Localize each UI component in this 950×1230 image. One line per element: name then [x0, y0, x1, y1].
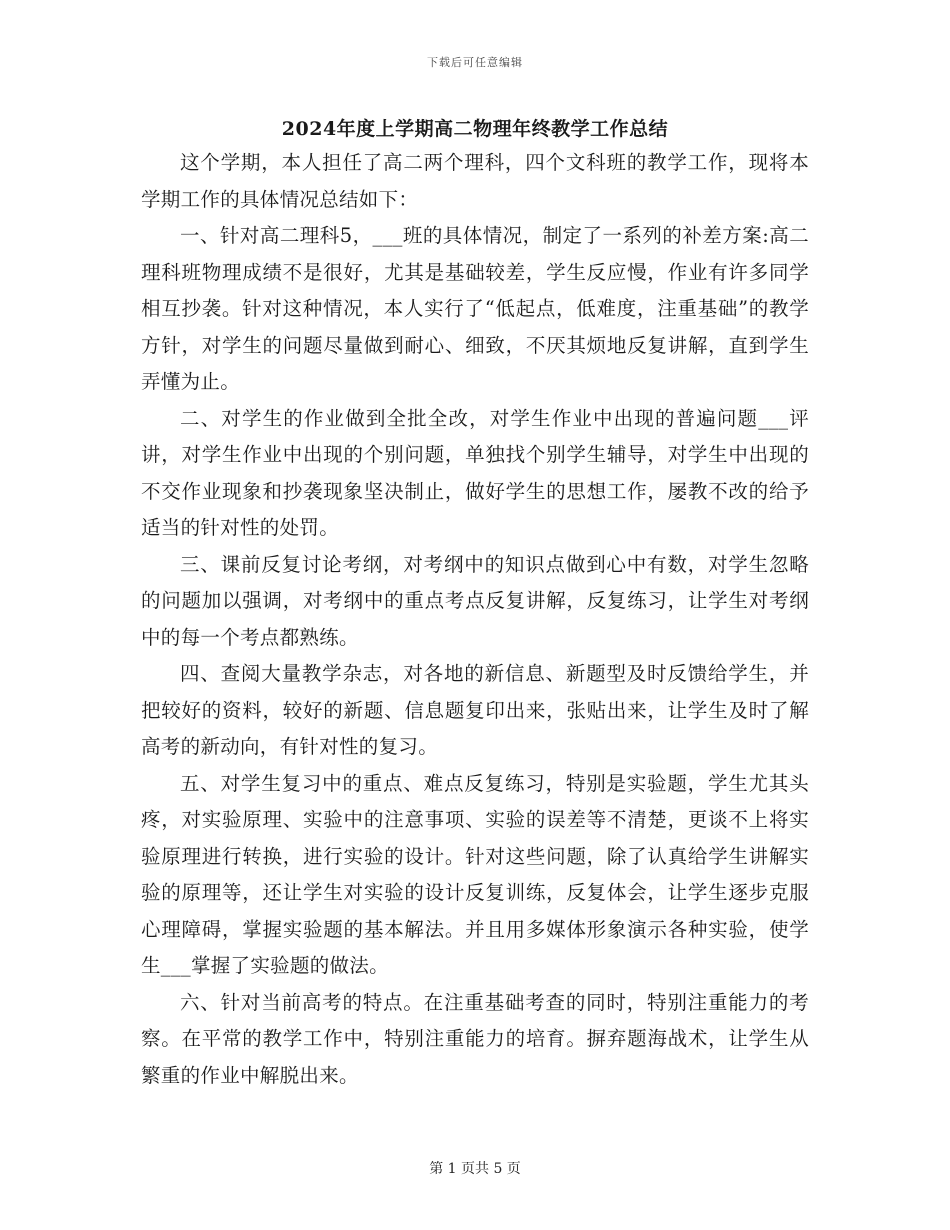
paragraph-5: 五、对学生复习中的重点、难点反复练习，特别是实验题，学生尤其头疼，对实验原理、实验中的注意事项、实验的误差等不清楚，更谈不上将实验原理进行转换，进行实验的设计。针对这些问题，除了认真给学生讲解实验的原理等，还让学生对实验的设计反复训练，反复体会，让学生逐步克服心理障碍，掌握实验题的基本解法。并且用多媒体形象演示各种实验，使学生___掌握了实验题的做法。	[141, 771, 809, 977]
document-title: 2024年度上学期高二物理年终教学工作总结	[281, 118, 669, 140]
paragraph-6: 六、针对当前高考的特点。在注重基础考查的同时，特别注重能力的考察。在平常的教学工作中，特别注重能力的培育。摒弃题海战术，让学生从繁重的作业中解脱出来。	[141, 990, 809, 1087]
paragraph-1: 一、针对高二理科5，___班的具体情况，制定了一系列的补差方案:高二理科班物理成绩不是很好，尤其是基础较差，学生反应慢，作业有许多同学相互抄袭。针对这种情况，本人实行了“低起点，低难度，注重基础”的教学方针，对学生的问题尽量做到耐心、细致，不厌其烦地反复讲解，直到学生弄懂为止。	[141, 224, 809, 393]
document-body	[141, 145, 809, 1094]
page-number-footer: 第 1 页共 5 页	[429, 1161, 521, 1177]
paragraph-3: 三、课前反复讨论考纲，对考纲中的知识点做到心中有数，对学生忽略的问题加以强调，对考纲中的重点考点反复讲解，反复练习，让学生对考纲中的每一个考点都熟练。	[141, 552, 809, 649]
paragraph-2: 二、对学生的作业做到全批全改，对学生作业中出现的普遍问题___评讲，对学生作业中出现的个别问题，单独找个别学生辅导，对学生中出现的不交作业现象和抄袭现象坚决制止，做好学生的思想工作，屡教不改的给予适当的针对性的处罚。	[141, 406, 809, 539]
paragraph-intro: 这个学期，本人担任了高二两个理科，四个文科班的教学工作，现将本学期工作的具体情况总结如下：	[141, 151, 809, 211]
header-note: 下载后可任意编辑	[427, 56, 523, 69]
paragraph-4: 四、查阅大量教学杂志，对各地的新信息、新题型及时反馈给学生，并把较好的资料，较好的新题、信息题复印出来，张贴出来，让学生及时了解高考的新动向，有针对性的复习。	[141, 662, 809, 758]
